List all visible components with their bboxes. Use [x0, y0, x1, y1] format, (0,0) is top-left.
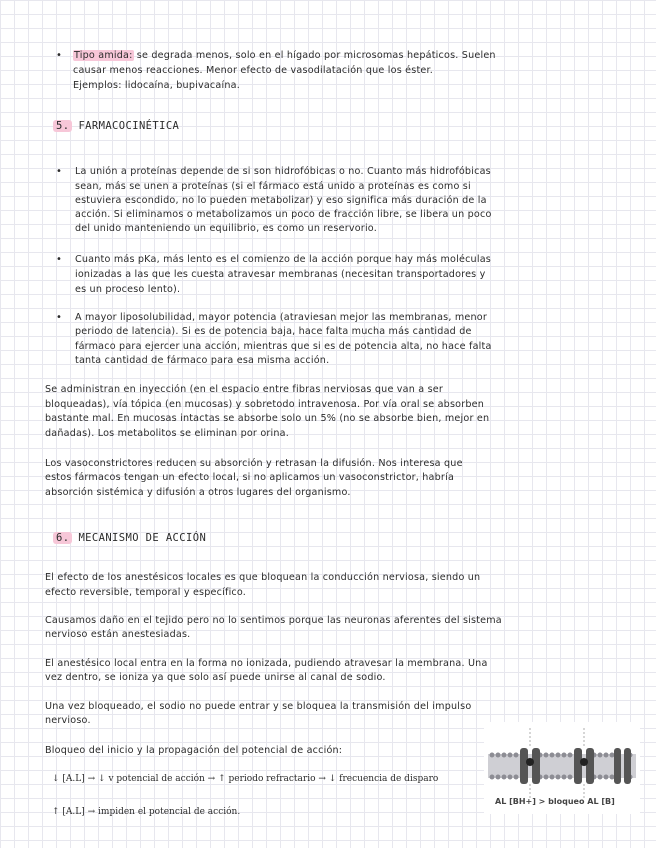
para-admin-line: bastante mal. En mucosas intactas se absorbe solo un 5% (no se absorbe bien, mejor en — [45, 413, 490, 424]
para-vaso-line: absorción sistémica y difusión a otros lugares del organismo. — [45, 487, 351, 498]
bullet1-line: La unión a proteínas depende de si son hidrofóbicas o no. Cuanto más hidrofóbicas — [75, 166, 491, 177]
flow2-blocks: impiden el potencial de acción. — [98, 807, 241, 817]
para-admin-line: dañadas). Los metabolitos se eliminan por orina. — [45, 428, 290, 439]
para-bloq-line: Una vez bloqueado, el sodio no puede entrar y se bloquea la transmisión del impulso — [45, 701, 472, 712]
section-5-heading — [53, 118, 179, 134]
bullet1-line: acción. Si eliminamos o metabolizamos un poco de fracción libre, se libera un poco — [75, 209, 492, 220]
bullet-dot: • — [56, 166, 62, 177]
section-6-title: MECANISMO DE ACCIÓN — [78, 532, 207, 544]
bullet-dot: • — [56, 50, 62, 61]
para-admin-line: Se administran en inyección (en el espacio entre fibras nerviosas que van a ser — [45, 384, 444, 395]
bullet3-line: fármaco para ejercer una acción, mientras que si es de potencia alta, no hace falta — [75, 341, 492, 352]
tipo-amida-label: Tipo amida: — [74, 50, 133, 61]
bullet1-line: sean, más se unen a proteínas (si el fármaco está unido a proteínas es como si — [75, 181, 471, 192]
bullet3-line: tanta cantidad de fármaco para esa misma acción. — [75, 355, 330, 366]
para-entra-line: vez dentro, se ioniza ya que solo así puede unirse al canal de sodio. — [45, 672, 386, 683]
flow1-concentration: ↓ [A.L] → — [52, 774, 96, 784]
bullet1-line: del unido manteniendo un equilibrio, es como un reservorio. — [75, 223, 377, 234]
para-bloq-line: nervioso. — [45, 715, 91, 726]
bloqueo-title: Bloqueo del inicio y la propagación del potencial de acción: — [45, 745, 343, 756]
para-dano-line: nervioso están anestesiadas. — [45, 629, 191, 640]
flow-line-1 — [52, 771, 482, 787]
para-efecto-line: efecto reversible, temporal y específico. — [45, 587, 247, 598]
para-efecto-line: El efecto de los anestésicos locales es que bloquean la conducción nerviosa, siendo un — [45, 572, 481, 583]
tipo-amida-line2: causar menos reacciones. Menor efecto de vasodilatación que los éster. — [73, 65, 434, 76]
para-entra-line: El anestésico local entra en la forma no ionizada, pudiendo atravesar la membrana. Una — [45, 658, 488, 669]
flow1-refractory: ↑ periodo refractario → — [218, 774, 326, 784]
bullet2-line: Cuanto más pKa, más lento es el comienzo de la acción porque hay más moléculas — [75, 254, 491, 265]
section-5-title: FARMACOCINÉTICA — [78, 120, 180, 132]
bullet2-line: ionizadas a las que les cuesta atravesar membranas (necesitan transportadores y — [75, 269, 486, 280]
tipo-amida-line1: Tipo amida: se degrada menos, solo en el hígado por microsomas hepáticos. Suelen — [74, 50, 496, 61]
para-vaso-line: Los vasoconstrictores reducen su absorción y retrasan la difusión. Nos interesa que — [45, 458, 463, 469]
bullet-dot: • — [56, 312, 62, 323]
flow2-concentration: ↑ [A.L] → — [52, 807, 96, 817]
section-6-heading — [53, 530, 206, 546]
bullet1-line: estuviera escondido, no lo pueden metabolizar) y eso significa más duración de la — [75, 195, 487, 206]
section-5-number: 5. — [53, 120, 72, 132]
flow1-potential: ↓ v potencial de acción → — [98, 774, 216, 784]
section-6-number: 6. — [53, 532, 72, 544]
flow-line-2 — [52, 804, 240, 820]
tipo-amida-line3: Ejemplos: lidocaína, bupivacaína. — [73, 80, 240, 91]
para-vaso-line: estos fármacos tengan un efecto local, si no aplicamos un vasoconstrictor, habría — [45, 472, 455, 483]
bullet3-line: A mayor liposolubilidad, mayor potencia (atraviesan mejor las membranas, menor — [75, 312, 487, 323]
bullet2-line: es un proceso lento). — [75, 284, 181, 295]
para-admin-line: bloqueadas), vía tópica (en mucosas) y sobretodo intravenosa. Por vía oral se absorben — [45, 399, 485, 410]
figure-caption: AL [BH+] > bloqueo AL [B] — [495, 797, 615, 806]
flow1-frequency: ↓ frecuencia de disparo — [328, 774, 439, 784]
membrane-bilayer — [488, 754, 636, 778]
bullet-dot: • — [56, 254, 62, 265]
para-dano-line: Causamos daño en el tejido pero no lo sentimos porque las neuronas aferentes del sistema — [45, 615, 502, 626]
bullet3-line: periodo de latencia). Si es de potencia baja, hace falta mucha más cantidad de — [75, 326, 472, 337]
